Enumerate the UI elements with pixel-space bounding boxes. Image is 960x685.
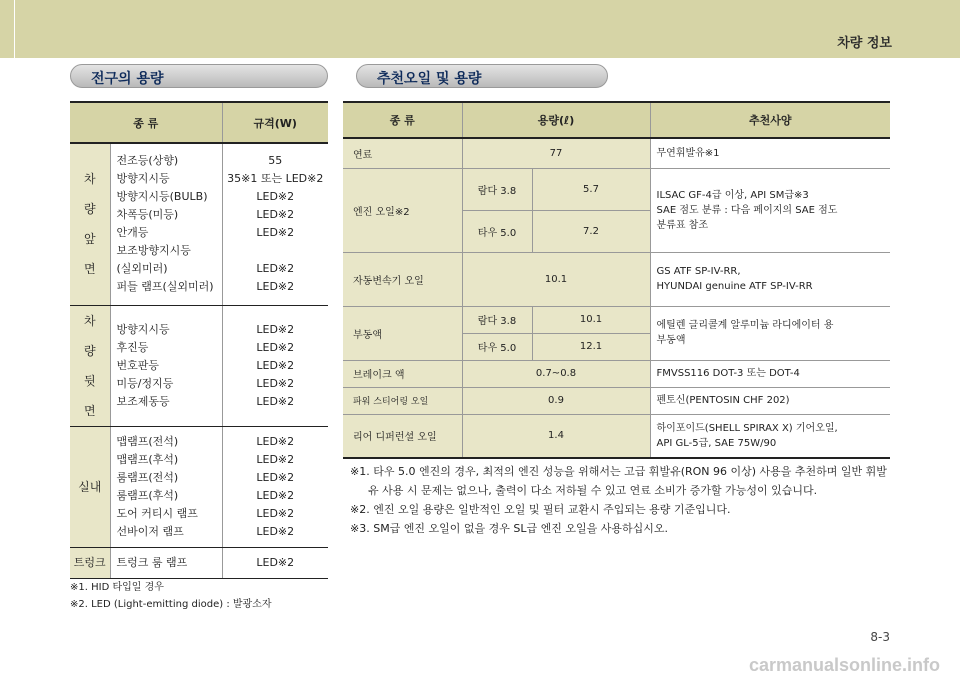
table-row (343, 252, 890, 306)
atf-capacity: 10.1 (462, 252, 650, 306)
table-row (343, 138, 890, 168)
header-title: 차량 정보 (837, 36, 892, 51)
diff-recommendation: 하이포이드(SHELL SPIRAX X) 기어오일, API GL-5급, SAE 75W/90 (650, 414, 890, 458)
category-cell: 차량 뒷면 (70, 305, 110, 426)
section-pill-bulbs (70, 64, 328, 88)
table-row (70, 305, 328, 426)
footnote-2: ※2. 엔진 오일 용량은 일반적인 오일 및 필터 교환시 주입되는 용량 기준입니다. (350, 503, 731, 516)
names-cell: 방향지시등 후진등 번호판등 미등/정지등 보조제동등 (110, 305, 222, 426)
engine-sub2-label: 타우 5.0 (462, 210, 532, 252)
oil-table (343, 101, 890, 459)
values-cell: LED※2 LED※2 LED※2 LED※2 LED※2 (222, 305, 328, 426)
header-divider (14, 0, 15, 58)
col-header-type: 종 류 (70, 102, 222, 143)
oil-footnotes (350, 462, 895, 538)
col-header-capacity: 용량(ℓ) (462, 102, 650, 138)
brake-label: 브레이크 액 (343, 360, 462, 387)
atf-recommendation: GS ATF SP-IV-RR, HYUNDAI genuine ATF SP-IV-RR (650, 252, 890, 306)
engine-recommendation: ILSAC GF-4급 이상, API SM급※3 SAE 점도 분류 : 다음 페이지의 SAE 점도 분류표 참조 (650, 168, 890, 252)
engine-oil-label: 엔진 오일※2 (343, 168, 462, 252)
footnote-3: ※3. SM급 엔진 오일이 없을 경우 SL급 엔진 오일을 사용하십시오. (350, 522, 669, 535)
table-row (70, 547, 328, 578)
fuel-recommendation: 무연휘발유※1 (650, 138, 890, 168)
names-cell: 트렁크 룸 램프 (110, 547, 222, 578)
brake-recommendation: FMVSS116 DOT-3 또는 DOT-4 (650, 360, 890, 387)
section-title-oil: 추천오일 및 용량 (377, 71, 482, 87)
values-cell: LED※2 LED※2 LED※2 LED※2 LED※2 LED※2 (222, 426, 328, 547)
coolant-label: 부동액 (343, 306, 462, 360)
coolant-sub2-label: 타우 5.0 (462, 333, 532, 360)
atf-label: 자동변속기 오일 (343, 252, 462, 306)
names-cell: 전조등(상향) 방향지시등 방향지시등(BULB) 차폭등(미등) 안개등 보조방향지시등 (실외미러) 퍼들 램프(실외미러) (110, 143, 222, 305)
names-cell: 맵램프(전석) 맵램프(후석) 룸램프(전석) 룸램프(후석) 도어 커티시 램프 선바이저 램프 (110, 426, 222, 547)
table-row (343, 414, 890, 458)
values-cell: LED※2 (222, 547, 328, 578)
col-header-recommendation: 추천사양 (650, 102, 890, 138)
coolant-recommendation: 에틸렌 글리콜계 알루미늄 라디에이터 용 부동액 (650, 306, 890, 360)
engine-sub1-capacity: 5.7 (532, 168, 650, 210)
diff-capacity: 1.4 (462, 414, 650, 458)
page-number: 8-3 (870, 630, 890, 644)
category-cell: 트렁크 (70, 547, 110, 578)
section-title-bulbs: 전구의 용량 (91, 71, 164, 87)
table-row (343, 306, 890, 333)
watermark: carmanualsonline.info (748, 655, 940, 675)
table-row (70, 143, 328, 305)
steering-recommendation: 펜토신(PENTOSIN CHF 202) (650, 387, 890, 414)
steering-label: 파워 스티어링 오일 (343, 387, 462, 414)
footnote-2: ※2. LED (Light-emitting diode) : 발광소자 (70, 599, 272, 610)
footnote-1: ※1. 타우 5.0 엔진의 경우, 최적의 엔진 성능을 위해서는 고급 휘발유(RON 96 이상) 사용을 추천하며 일반 휘발유 사용 시 문제는 없으나, 출력이 다소 저하될 수 있고 연료 소비가 증가할 가능성이 있습니다. (350, 465, 887, 497)
section-pill-oil (356, 64, 608, 88)
header-bar (0, 0, 960, 58)
col-header-spec: 규격(W) (222, 102, 328, 143)
engine-sub1-label: 람다 3.8 (462, 168, 532, 210)
bulb-table (70, 101, 328, 579)
fuel-label: 연료 (343, 138, 462, 168)
category-cell: 실내 (70, 426, 110, 547)
category-cell: 차량 앞면 (70, 143, 110, 305)
diff-label: 리어 디퍼런셜 오일 (343, 414, 462, 458)
table-row (343, 387, 890, 414)
coolant-sub1-capacity: 10.1 (532, 306, 650, 333)
table-row (343, 168, 890, 210)
values-cell: 55 35※1 또는 LED※2 LED※2 LED※2 LED※2 LED※2 LED※2 (222, 143, 328, 305)
table-row (70, 426, 328, 547)
coolant-sub2-capacity: 12.1 (532, 333, 650, 360)
fuel-capacity: 77 (462, 138, 650, 168)
engine-sub2-capacity: 7.2 (532, 210, 650, 252)
brake-capacity: 0.7~0.8 (462, 360, 650, 387)
steering-capacity: 0.9 (462, 387, 650, 414)
footnote-1: ※1. HID 타입일 경우 (70, 582, 164, 593)
table-row (343, 360, 890, 387)
col-header-type: 종 류 (343, 102, 462, 138)
coolant-sub1-label: 람다 3.8 (462, 306, 532, 333)
